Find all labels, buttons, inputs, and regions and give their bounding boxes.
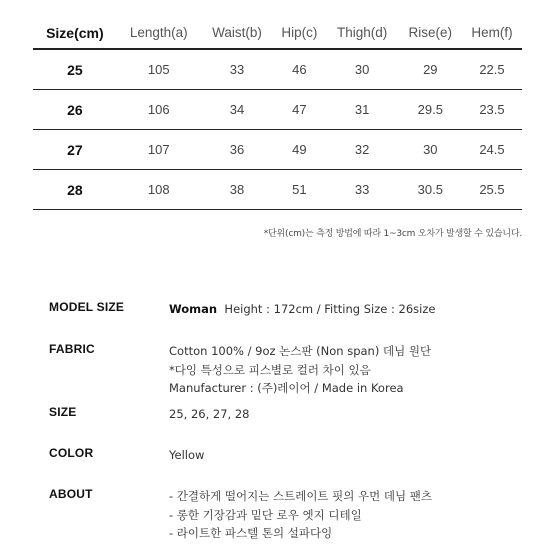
color-label: COLOR — [49, 446, 94, 460]
table-cell-size: 27 — [33, 130, 117, 170]
about-label: ABOUT — [49, 487, 93, 501]
table-cell: 22.5 — [462, 49, 522, 90]
model-gender: Woman — [169, 302, 218, 316]
color-value: Yellow — [169, 448, 205, 462]
column-header-length: Length(a) — [117, 17, 201, 49]
fabric-line: Cotton 100% / 9oz 논스판 (Non span) 데님 원단 — [169, 344, 432, 358]
table-row — [33, 49, 522, 90]
table-cell: 29.5 — [399, 90, 462, 130]
column-header-hip: Hip(c) — [273, 17, 325, 49]
measurement-note: *단위(cm)는 측정 방법에 따라 1~3cm 오차가 발생할 수 있습니다. — [263, 229, 522, 239]
table-cell-size: 26 — [33, 90, 117, 130]
table-cell: 47 — [273, 90, 325, 130]
fabric-line: *다잉 특성으로 피스별로 컬러 차이 있음 — [169, 362, 371, 377]
about-line: - 롱한 기장감과 밑단 로우 엣지 디테일 — [169, 507, 362, 522]
table-cell: 34 — [201, 90, 273, 130]
table-cell: 23.5 — [462, 90, 522, 130]
table-cell: 30 — [326, 49, 399, 90]
column-header-rise: Rise(e) — [399, 17, 462, 49]
column-header-size: Size(cm) — [33, 17, 117, 49]
fabric-value — [169, 342, 529, 398]
table-cell: 30 — [399, 130, 462, 170]
table-cell: 32 — [326, 130, 399, 170]
table-cell: 105 — [117, 49, 201, 90]
table-cell: 30.5 — [399, 170, 462, 210]
about-line: - 간결하게 떨어지는 스트레이트 핏의 우먼 데님 팬츠 — [169, 489, 433, 503]
table-cell: 33 — [201, 49, 273, 90]
size-table-header-row — [33, 17, 522, 49]
table-cell: 106 — [117, 90, 201, 130]
size-label: SIZE — [49, 405, 77, 419]
table-cell-size: 28 — [33, 170, 117, 210]
size-value: 25, 26, 27, 28 — [169, 407, 250, 421]
column-header-hem: Hem(f) — [462, 17, 522, 49]
table-cell: 29 — [399, 49, 462, 90]
table-cell: 107 — [117, 130, 201, 170]
about-value — [169, 487, 529, 543]
table-cell: 108 — [117, 170, 201, 210]
table-cell: 25.5 — [462, 170, 522, 210]
table-row — [33, 90, 522, 130]
table-cell: 33 — [326, 170, 399, 210]
table-cell: 38 — [201, 170, 273, 210]
table-cell: 49 — [273, 130, 325, 170]
table-cell: 36 — [201, 130, 273, 170]
column-header-waist: Waist(b) — [201, 17, 273, 49]
table-cell-size: 25 — [33, 49, 117, 90]
table-cell: 31 — [326, 90, 399, 130]
fabric-line: Manufacturer : (주)레이어 / Made in Korea — [169, 381, 404, 395]
about-line: - 라이트한 파스텔 톤의 설파다잉 — [169, 526, 333, 540]
model-size-value — [169, 300, 529, 319]
table-cell: 46 — [273, 49, 325, 90]
model-size-label: MODEL SIZE — [49, 300, 125, 314]
table-row — [33, 170, 522, 210]
column-header-thigh: Thigh(d) — [326, 17, 399, 49]
fabric-label: FABRIC — [49, 342, 95, 356]
table-row — [33, 130, 522, 170]
table-cell: 51 — [273, 170, 325, 210]
size-table — [33, 17, 522, 210]
table-cell: 24.5 — [462, 130, 522, 170]
model-detail: Height : 172cm / Fitting Size : 26size — [224, 302, 436, 316]
